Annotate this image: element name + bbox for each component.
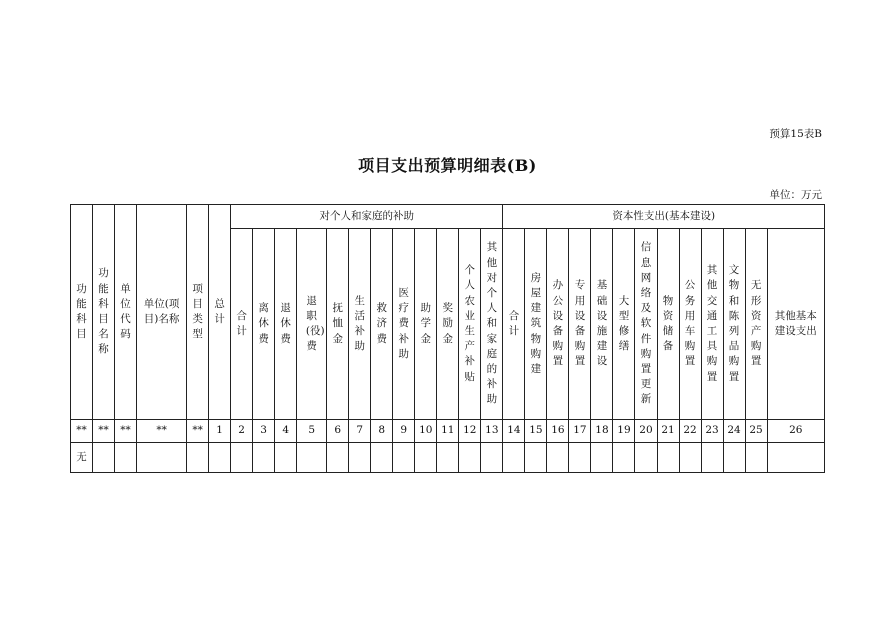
unit-label: 单位：万元 xyxy=(769,189,822,201)
subheader-label: 奖励金 xyxy=(442,302,454,345)
number-cell: 24 xyxy=(723,420,745,443)
data-cell xyxy=(297,443,327,473)
number-cell: 16 xyxy=(547,420,569,443)
subheader-label: 助学金 xyxy=(420,302,432,345)
data-cell xyxy=(371,443,393,473)
data-cell xyxy=(569,443,591,473)
data-cell xyxy=(275,443,297,473)
subheader-label: 生活补助 xyxy=(354,294,365,353)
header-c1 xyxy=(71,205,93,420)
subheader-capital-9 xyxy=(679,229,701,420)
subheader-label: 医疗费补助 xyxy=(398,286,409,360)
subheader-label: 房屋建筑物购建 xyxy=(530,271,542,376)
header-label: 单位(项目)名称 xyxy=(143,297,180,325)
subheader-label: 退休费 xyxy=(280,302,291,345)
number-cell: 7 xyxy=(349,420,371,443)
form-code: 预算15表B xyxy=(769,128,822,140)
subheader-personal-12 xyxy=(481,229,503,420)
subheader-label: 合计 xyxy=(508,309,520,337)
header-group-row xyxy=(71,205,825,229)
group-header-capital-expenditure: 资本性支出(基本建设) xyxy=(503,205,825,229)
number-cell: 3 xyxy=(253,420,275,443)
number-cell: ** xyxy=(71,420,93,443)
subheader-personal-8 xyxy=(393,229,415,420)
data-cell xyxy=(415,443,437,473)
subheader-label: 退职(役)费 xyxy=(305,294,325,353)
number-cell: 23 xyxy=(701,420,723,443)
subheader-personal-7 xyxy=(371,229,393,420)
data-cell xyxy=(481,443,503,473)
data-cell xyxy=(349,443,371,473)
data-cell xyxy=(137,443,187,473)
number-cell: 8 xyxy=(371,420,393,443)
number-cell: ** xyxy=(187,420,209,443)
subheader-capital-12 xyxy=(745,229,767,420)
header-c5 xyxy=(187,205,209,420)
subheader-personal-9 xyxy=(415,229,437,420)
header-label: 功能科目名称 xyxy=(98,267,109,356)
data-row xyxy=(71,443,825,473)
subheader-label: 其他对个人和家庭的补助 xyxy=(486,241,498,406)
subheader-label: 无形资产购置 xyxy=(750,279,762,368)
subheader-personal-4 xyxy=(297,229,327,420)
data-cell xyxy=(525,443,547,473)
number-cell: 4 xyxy=(275,420,297,443)
data-cell xyxy=(253,443,275,473)
subheader-label: 文物和陈列品购置 xyxy=(728,264,740,383)
subheader-capital-11 xyxy=(723,229,745,420)
number-cell: 5 xyxy=(297,420,327,443)
subheader-capital-5 xyxy=(591,229,613,420)
subheader-capital-2 xyxy=(525,229,547,420)
header-label: 单位代码 xyxy=(120,282,131,341)
subheader-personal-1 xyxy=(231,229,253,420)
subheader-label: 其他基本建设支出 xyxy=(774,309,817,337)
number-cell: ** xyxy=(93,420,115,443)
data-cell xyxy=(209,443,231,473)
subheader-label: 合计 xyxy=(236,309,247,337)
subheader-label: 抚恤金 xyxy=(332,302,343,345)
subheader-label: 公务用车购置 xyxy=(684,279,696,368)
number-cell: ** xyxy=(115,420,137,443)
number-cell: 6 xyxy=(327,420,349,443)
number-cell: 22 xyxy=(679,420,701,443)
header-c6 xyxy=(209,205,231,420)
subheader-label: 其他交通工具购置 xyxy=(706,264,718,383)
data-cell xyxy=(459,443,481,473)
budget-table xyxy=(70,204,825,473)
number-row xyxy=(71,420,825,443)
subheader-personal-3 xyxy=(275,229,297,420)
subheader-capital-13 xyxy=(767,229,824,420)
data-cell xyxy=(635,443,657,473)
group-header-personal-subsidy: 对个人和家庭的补助 xyxy=(231,205,503,229)
data-cell xyxy=(187,443,209,473)
data-cell: 无 xyxy=(71,443,93,473)
subheader-label: 个人农业生产补贴 xyxy=(464,264,476,383)
header-label: 项目类型 xyxy=(192,282,203,341)
header-label: 功能科目 xyxy=(76,282,87,341)
data-cell xyxy=(657,443,679,473)
number-cell: 9 xyxy=(393,420,415,443)
data-cell xyxy=(745,443,767,473)
data-cell xyxy=(93,443,115,473)
data-cell xyxy=(767,443,824,473)
subheader-capital-1 xyxy=(503,229,525,420)
subheader-personal-11 xyxy=(459,229,481,420)
data-cell xyxy=(547,443,569,473)
subheader-capital-6 xyxy=(613,229,635,420)
subheader-label: 物资储备 xyxy=(662,294,674,353)
subheader-personal-2 xyxy=(253,229,275,420)
number-cell: 12 xyxy=(459,420,481,443)
header-c4 xyxy=(137,205,187,420)
number-cell: 1 xyxy=(209,420,231,443)
number-cell: 17 xyxy=(569,420,591,443)
number-cell: 21 xyxy=(657,420,679,443)
subheader-personal-6 xyxy=(349,229,371,420)
number-cell: 11 xyxy=(437,420,459,443)
subheader-label: 离休费 xyxy=(258,302,269,345)
data-cell xyxy=(115,443,137,473)
data-cell xyxy=(679,443,701,473)
data-cell xyxy=(701,443,723,473)
number-cell: 14 xyxy=(503,420,525,443)
subheader-capital-8 xyxy=(657,229,679,420)
number-cell: 18 xyxy=(591,420,613,443)
subheader-capital-3 xyxy=(547,229,569,420)
subheader-label: 基础设施建设 xyxy=(596,279,608,368)
subheader-capital-7 xyxy=(635,229,657,420)
data-cell xyxy=(503,443,525,473)
data-cell xyxy=(327,443,349,473)
data-cell xyxy=(231,443,253,473)
number-cell: 19 xyxy=(613,420,635,443)
data-cell xyxy=(613,443,635,473)
number-cell: 15 xyxy=(525,420,547,443)
header-c2 xyxy=(93,205,115,420)
page-title: 项目支出预算明细表(B) xyxy=(358,156,537,175)
subheader-label: 救济费 xyxy=(376,302,387,345)
number-cell: 2 xyxy=(231,420,253,443)
subheader-capital-10 xyxy=(701,229,723,420)
subheader-label: 大型修缮 xyxy=(618,294,630,353)
data-cell xyxy=(437,443,459,473)
header-label: 总计 xyxy=(214,297,225,325)
subheader-capital-4 xyxy=(569,229,591,420)
number-cell: 13 xyxy=(481,420,503,443)
subheader-personal-10 xyxy=(437,229,459,420)
number-cell: 26 xyxy=(767,420,824,443)
subheader-label: 办公设备购置 xyxy=(552,279,564,368)
data-cell xyxy=(723,443,745,473)
number-cell: 25 xyxy=(745,420,767,443)
header-c3 xyxy=(115,205,137,420)
data-cell xyxy=(591,443,613,473)
data-cell xyxy=(393,443,415,473)
number-cell: 20 xyxy=(635,420,657,443)
subheader-personal-5 xyxy=(327,229,349,420)
subheader-label: 信息网络及软件购置更新 xyxy=(640,241,652,406)
subheader-label: 专用设备购置 xyxy=(574,279,586,368)
number-cell: 10 xyxy=(415,420,437,443)
number-cell: ** xyxy=(137,420,187,443)
